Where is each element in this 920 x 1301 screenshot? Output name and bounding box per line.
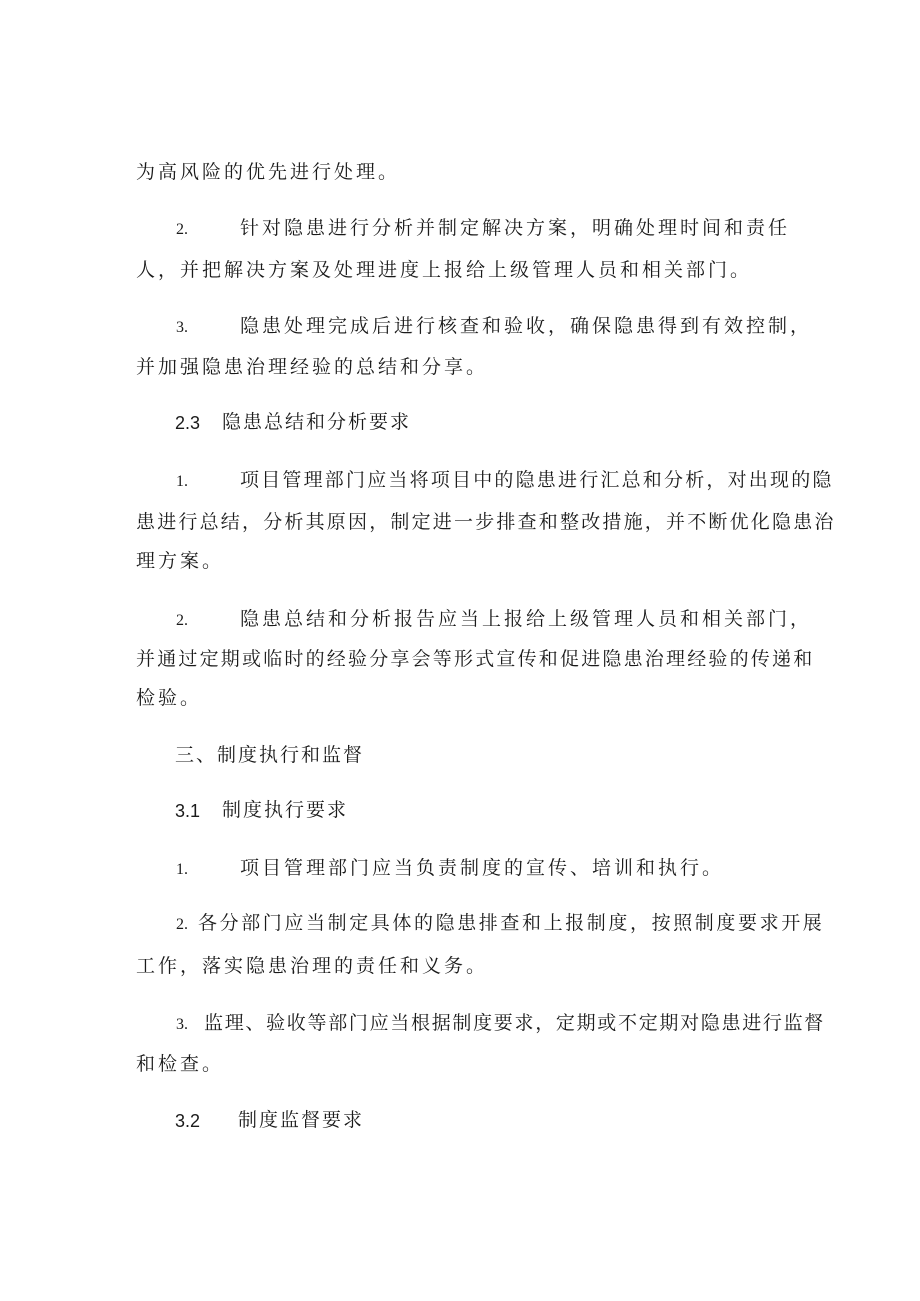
section-heading: 制度监督要求 [238,1109,365,1131]
paragraph-line: 各分部门应当制定具体的隐患排查和上报制度，按照制度要求开展 [198,912,825,934]
paragraph-line: 隐患总结和分析报告应当上报给上级管理人员和相关部门， [240,608,813,630]
list-number: 3. [176,1016,188,1033]
list-number: 1. [176,473,188,490]
paragraph-line: 人，并把解决方案及处理进度上报给上级管理人员和相关部门。 [136,259,753,281]
chapter-heading: 三、制度执行和监督 [175,744,365,766]
list-number: 1. [176,861,188,878]
section-heading: 隐患总结和分析要求 [222,411,412,433]
paragraph-line: 和检查。 [136,1053,225,1075]
paragraph-line: 理方案。 [136,550,225,572]
paragraph-line: 隐患处理完成后进行核查和验收，确保隐患得到有效控制， [240,315,813,337]
section-number: 3.2 [175,1111,201,1131]
paragraph-line: 监理、验收等部门应当根据制度要求，定期或不定期对隐患进行监督 [204,1012,826,1034]
list-number: 2. [176,916,188,933]
section-heading: 制度执行要求 [222,799,349,821]
paragraph-line: 项目管理部门应当负责制度的宣传、培训和执行。 [240,857,725,879]
section-number: 3.1 [175,801,201,821]
paragraph-line: 项目管理部门应当将项目中的隐患进行汇总和分析，对出现的隐 [240,469,834,491]
section-number: 2.3 [175,413,201,433]
paragraph-line: 为高风险的优先进行处理。 [136,161,401,183]
list-number: 2. [176,612,188,629]
paragraph-line: 工作，落实隐患治理的责任和义务。 [136,955,489,977]
paragraph-line: 并加强隐患治理经验的总结和分享。 [136,356,489,378]
paragraph-line: 检验。 [136,687,203,709]
paragraph-line: 患进行总结，分析其原因，制定进一步排查和整改措施，并不断优化隐患治 [136,511,836,533]
paragraph-line: 针对隐患进行分析并制定解决方案，明确处理时间和责任 [240,217,791,239]
list-number: 3. [176,319,188,336]
list-number: 2. [176,221,188,238]
paragraph-line: 并通过定期或临时的经验分享会等形式宣传和促进隐患治理经验的传递和 [136,648,815,670]
